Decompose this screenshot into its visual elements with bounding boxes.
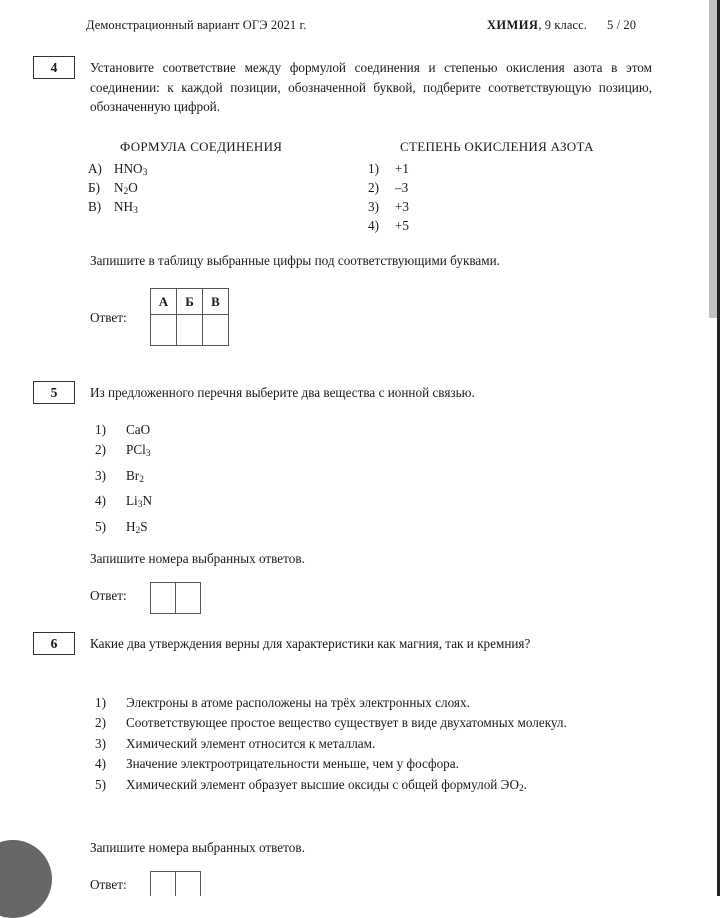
answer-input-cell[interactable] <box>176 583 201 614</box>
option-number: 2) <box>95 442 106 458</box>
question-5-options <box>95 420 655 542</box>
question-4-right-item <box>368 160 409 179</box>
left-item-marker: А) <box>88 161 102 176</box>
option-number: 4) <box>95 493 106 509</box>
left-item-formula: $N_2O$ <box>114 180 138 198</box>
header-subject-block <box>487 18 636 33</box>
right-item-value: –3 <box>395 180 409 195</box>
answer-input-cell[interactable] <box>176 872 201 897</box>
option-text: $Br_2$ <box>126 467 144 485</box>
right-item-marker: 3) <box>368 199 379 214</box>
right-item-marker: 2) <box>368 180 379 195</box>
right-item-value: +3 <box>395 199 410 214</box>
option-text: Соответствующее простое вещество существует в виде двухатомных молекул. <box>126 715 567 731</box>
table-row <box>151 872 201 897</box>
question-4-right-item <box>368 198 409 217</box>
answer-input-cell[interactable] <box>151 872 176 897</box>
option-number: 1) <box>95 422 106 437</box>
question-4-right-item <box>368 217 409 236</box>
option-number: 5) <box>95 518 106 534</box>
list-item[interactable] <box>95 517 655 541</box>
table-row <box>151 583 201 614</box>
question-4-number: 4 <box>33 56 75 79</box>
header-variant-title: Демонстрационный вариант ОГЭ 2021 г. <box>86 18 307 32</box>
option-number: 3) <box>95 467 106 483</box>
question-4-answer-table[interactable] <box>150 288 229 346</box>
question-4-left-item <box>88 198 138 221</box>
answer-header-cell: В <box>203 289 229 315</box>
right-item-marker: 4) <box>368 218 379 233</box>
left-item-marker: Б) <box>88 180 100 195</box>
option-number: 3) <box>95 735 106 751</box>
question-4-right-column-header: СТЕПЕНЬ ОКИСЛЕНИЯ АЗОТА <box>400 139 594 154</box>
question-5-answer-box[interactable] <box>150 582 201 614</box>
right-item-marker: 1) <box>368 161 379 176</box>
answer-header-cell: А <box>151 289 177 315</box>
list-item[interactable] <box>95 466 655 490</box>
option-text: Электроны в атоме расположены на трёх электронных слоях. <box>126 695 470 710</box>
list-item[interactable] <box>95 754 652 773</box>
question-5-number: 5 <box>33 381 75 404</box>
question-4-answer-label: Ответ: <box>90 310 127 325</box>
question-5-prompt: Из предложенного перечня выберите два вещества с ионной связью. <box>90 385 475 400</box>
option-text: PCl$_3$ <box>126 442 151 460</box>
question-6-answer-box[interactable] <box>150 871 201 896</box>
option-number: 1) <box>95 695 106 710</box>
vertical-scrollbar[interactable] <box>705 0 720 896</box>
list-item[interactable] <box>95 420 655 439</box>
answer-input-cell[interactable] <box>151 315 177 346</box>
question-6-instruction: Запишите номера выбранных ответов. <box>90 840 305 855</box>
option-text: $Li_3N$ <box>126 493 153 511</box>
question-4-prompt: Установите соответствие между формулой соединения и степенью окисления азота в этом соединении: к каждой позиции, обозначенной буквой, подберите соответствующую позицию, обозначенную цифрой. <box>90 60 652 114</box>
option-text: CaO <box>126 422 151 437</box>
scrollbar-thumb[interactable] <box>709 0 717 318</box>
header-grade: , 9 класс. <box>538 18 588 32</box>
right-item-value: +1 <box>395 161 410 176</box>
header-subject: ХИМИЯ <box>487 18 539 32</box>
option-text: Химический элемент относится к металлам. <box>126 735 376 751</box>
question-6-prompt: Какие два утверждения верны для характеристики как магния, так и кремния? <box>90 636 531 651</box>
list-item[interactable] <box>95 693 652 712</box>
answer-input-cell[interactable] <box>203 315 229 346</box>
question-4-right-item <box>368 179 408 198</box>
question-5-instruction: Запишите номера выбранных ответов. <box>90 551 305 566</box>
right-item-value: +5 <box>395 218 410 233</box>
question-6-number: 6 <box>33 632 75 655</box>
left-item-marker: В) <box>88 199 102 214</box>
left-item-formula: $NH_3$ <box>114 199 138 217</box>
left-item-formula: $HNO_3$ <box>114 161 148 179</box>
option-text: Химический элемент образует высшие оксиды с общей формулой $ЭО_2$. <box>126 776 528 794</box>
list-item[interactable] <box>95 440 655 464</box>
list-item[interactable] <box>95 775 652 799</box>
option-text: Значение электроотрицательности меньше, чем у фосфора. <box>126 756 459 772</box>
answer-input-cell[interactable] <box>151 583 176 614</box>
answer-header-cell: Б <box>177 289 203 315</box>
list-item[interactable] <box>95 491 655 515</box>
option-number: 5) <box>95 776 106 792</box>
table-row <box>151 315 229 346</box>
list-item[interactable] <box>95 713 652 732</box>
question-6-options <box>95 693 652 800</box>
question-4-instruction: Запишите в таблицу выбранные цифры под соответствующими буквами. <box>90 253 500 268</box>
question-5-answer-label: Ответ: <box>90 588 127 603</box>
answer-input-cell[interactable] <box>177 315 203 346</box>
option-number: 2) <box>95 715 106 731</box>
header-page-number: 5 / 20 <box>607 18 637 32</box>
table-row <box>151 289 229 315</box>
list-item[interactable] <box>95 734 652 753</box>
question-6-answer-label: Ответ: <box>90 877 127 892</box>
option-text: $H_2S$ <box>126 518 148 536</box>
question-4-left-column-header: ФОРМУЛА СОЕДИНЕНИЯ <box>120 139 283 154</box>
option-number: 4) <box>95 756 106 772</box>
